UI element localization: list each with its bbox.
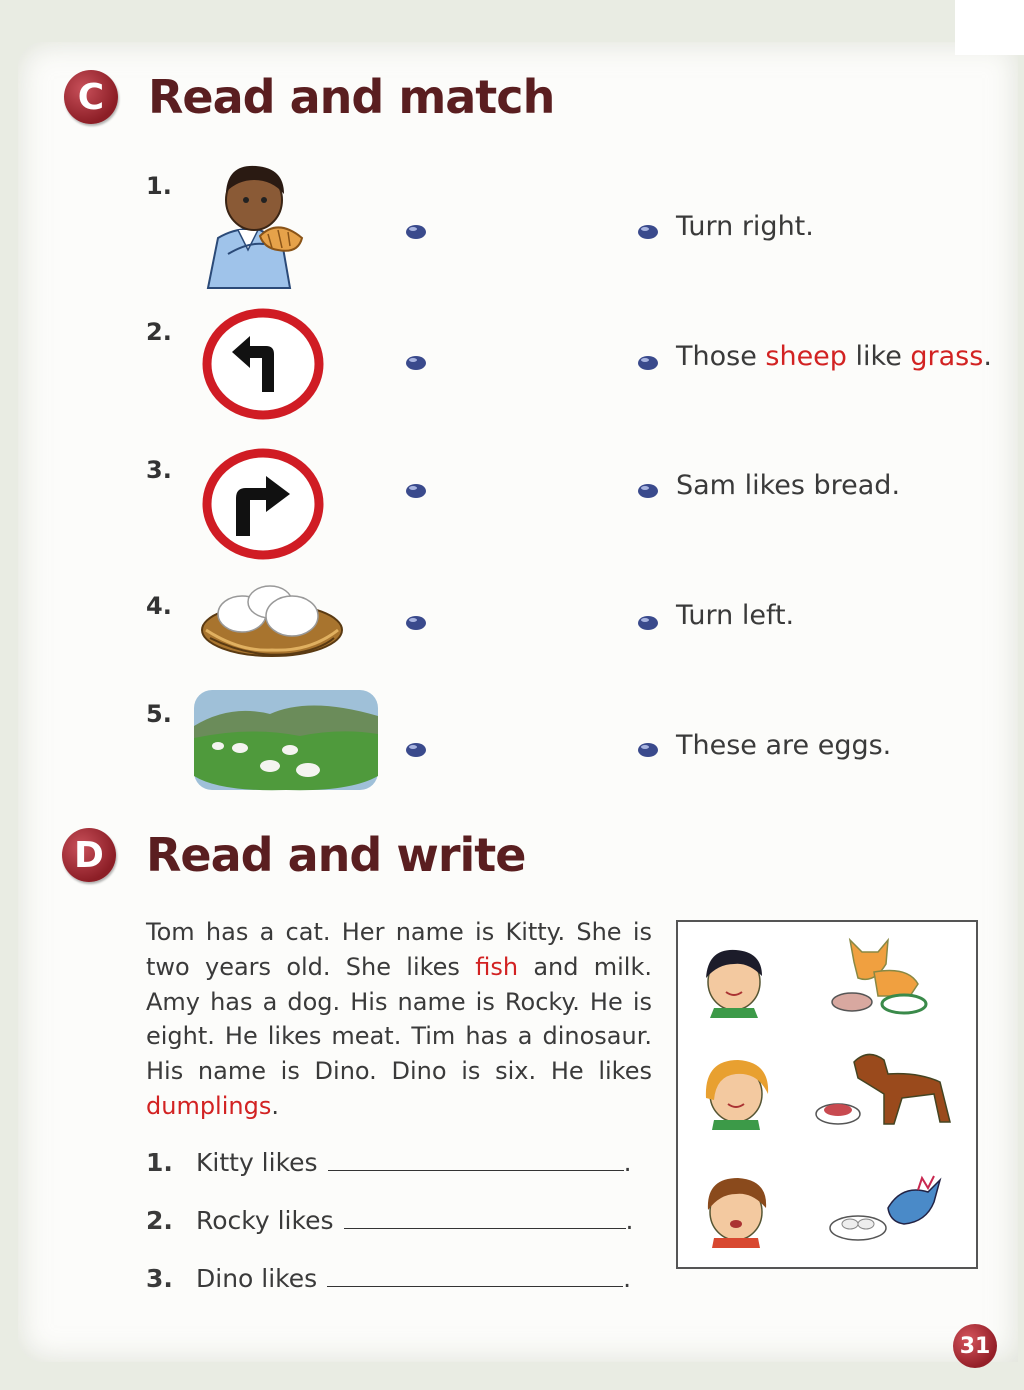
item-number-1: 1. [146,172,172,200]
section-c-heading [64,70,554,124]
sentence-2-highlight-sheep: sheep [765,341,847,372]
dinosaur-with-dumplings [830,1176,940,1240]
question-2-end: . [625,1206,634,1235]
page-number: 31 [953,1324,997,1368]
match-dot-right-4[interactable] [636,612,660,632]
cat-with-fish-and-milk [832,940,926,1013]
question-3 [146,1264,631,1293]
match-dot-left-5[interactable] [404,739,428,759]
dog-with-meat [816,1054,950,1124]
section-c-title: Read and match [148,70,555,124]
question-3-text: Dino likes [196,1264,318,1293]
passage-highlight-dumplings: dumplings [146,1091,272,1120]
question-1-number: 1. [146,1148,173,1177]
match-dot-left-2[interactable] [404,352,428,372]
characters-illustration [678,922,976,1267]
passage-part-2: and milk. Amy has a dog. His name is Rocky. He is eight. He likes meat. Tim has a dinosaur. His name is Dino. Dino is six. He likes [146,952,652,1086]
match-dot-left-3[interactable] [404,480,428,500]
match-sentence-1 [676,211,814,242]
item-number-4: 4. [146,592,172,620]
question-3-answer-blank[interactable] [327,1264,623,1287]
match-dot-right-5[interactable] [636,739,660,759]
turn-left-sign-picture [202,308,324,420]
sentence-1-text: Turn right. [676,211,814,242]
question-2-answer-blank[interactable] [344,1206,626,1229]
match-sentence-3 [676,470,900,501]
question-1-text: Kitty likes [196,1148,318,1177]
question-1-end: . [623,1148,632,1177]
tim-face [708,1178,766,1248]
section-c-badge: C [64,70,118,124]
section-d-title: Read and write [146,828,526,882]
characters-picture-box [676,920,978,1269]
question-3-number: 3. [146,1264,173,1293]
boy-eating-bread-picture [198,158,310,293]
passage-part-1: Tom has a cat. Her name is Kitty. She is two years old. She likes [146,918,652,981]
turn-right-sign-picture [202,448,324,560]
sentence-2-part-5: . [983,341,992,372]
question-1-answer-blank[interactable] [328,1148,624,1171]
item-number-3: 3. [146,456,172,484]
section-d-badge: D [62,828,116,882]
question-3-end: . [623,1264,632,1293]
passage-highlight-fish: fish [475,952,519,981]
match-dot-right-2[interactable] [636,352,660,372]
match-sentence-5 [676,730,891,761]
match-dot-left-1[interactable] [404,221,428,241]
sentence-2-part-3: like [846,341,911,372]
match-sentence-2 [676,341,992,372]
sentence-5-text: These are eggs. [676,730,892,761]
section-d-heading [62,828,525,882]
sentence-2-highlight-grass: grass [910,341,984,372]
amy-face [706,1060,768,1130]
sentence-2-part-1: Those [676,341,766,372]
sentence-3-text: Sam likes bread. [676,470,901,501]
item-number-2: 2. [146,318,172,346]
match-dot-right-3[interactable] [636,480,660,500]
match-dot-right-1[interactable] [636,221,660,241]
scan-corner [955,0,1024,55]
match-sentence-4 [676,600,794,631]
question-1 [146,1148,632,1177]
sheep-on-grass-picture [190,686,382,794]
eggs-in-nest-picture [200,580,344,660]
question-2-text: Rocky likes [196,1206,334,1235]
question-2-number: 2. [146,1206,173,1235]
sentence-4-text: Turn left. [676,600,795,631]
item-number-5: 5. [146,700,172,728]
question-2 [146,1206,633,1235]
reading-passage [146,915,652,1124]
tom-face [706,950,762,1018]
match-dot-left-4[interactable] [404,612,428,632]
passage-part-3: . [271,1091,279,1120]
